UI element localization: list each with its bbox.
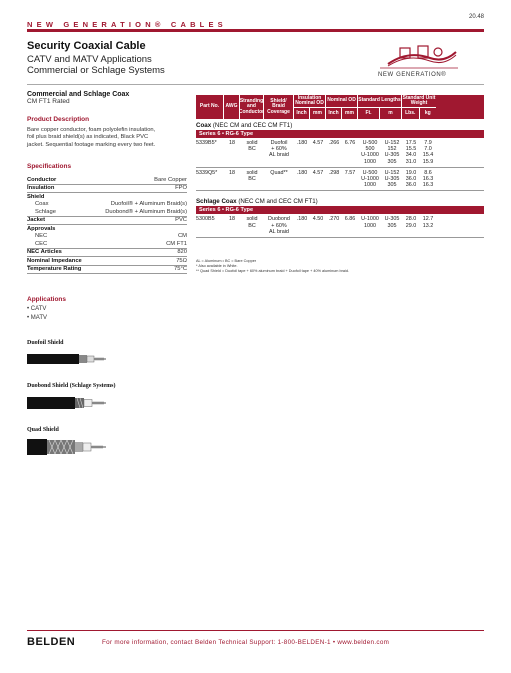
application-item: • CATV xyxy=(27,306,47,312)
product-heading: Commercial and Schlage Coax xyxy=(27,91,130,98)
header-standard-lengths: Standard Lengths Ft. m xyxy=(358,95,402,119)
group-title-schlage: Schlage Coax (NEC CM and CEC CM FT1) xyxy=(196,198,318,206)
page-title: Security Coaxial Cable xyxy=(27,40,146,52)
spec-row: CEC CM FT1 xyxy=(27,240,187,249)
product-description xyxy=(27,116,192,149)
table-row: 5300B5 18 solid BC Duobond + 60% AL braid .180 4.50 .270 6.86 U-1000 1000 U-305 305 28.0 29.0 12.7 13.2 xyxy=(196,214,484,238)
application-item: • MATV xyxy=(27,315,47,321)
series-title: NEW GENERATION® CABLES xyxy=(27,20,227,29)
description-line: jacket. Sequential footage marking every two feet. xyxy=(27,141,156,148)
specifications-heading: Specifications xyxy=(27,163,72,170)
specifications-table xyxy=(27,176,187,274)
new-generation-logo xyxy=(378,44,460,78)
duobond-shield-label: Duobond Shield (Schlage Systems) xyxy=(27,383,116,389)
spec-row: Jacket PVC xyxy=(27,217,187,223)
description-line: foil plus braid shield(s) as indicated, Black PVC xyxy=(27,134,149,141)
spec-row: NEC CM xyxy=(35,233,187,239)
header-nominal-od: Nominal OD Inch mm xyxy=(326,95,358,119)
description-line: Bare copper conductor, foam polyolefin insulation, xyxy=(27,127,156,133)
description-heading: Product Description xyxy=(27,116,90,123)
header-stranding: Stranding and Conductor xyxy=(240,95,264,119)
note: ** Quad Shield = Duofoil tape + 60% aluminum braid + Duofoil tape + 40% aluminum braid. xyxy=(196,269,350,273)
spec-row: Shield xyxy=(27,193,45,200)
spec-row: Temperature Rating 75°C xyxy=(27,266,187,272)
spec-row: Conductor Bare Copper xyxy=(27,176,187,183)
table-row: 5339Q5* 18 solid BC Quad** .180 4.57 .298 7.57 U-500 U-1000 1000 U-152 U-305 305 19.0 36.0 36.0 8.6 16.3 16.3 xyxy=(196,168,484,192)
belden-logo: BELDEN xyxy=(27,636,76,648)
group-title-coax: Coax (NEC CM and CEC CM FT1) xyxy=(196,122,293,129)
spec-row: NEC Articles 820 xyxy=(27,249,187,255)
title-divider xyxy=(27,84,484,85)
footer-contact: For more information, contact Belden Technical Support: 1-800-BELDEN-1 • www.belden.com xyxy=(102,639,390,646)
table-header xyxy=(196,95,484,119)
header-rule xyxy=(27,29,484,32)
product-table xyxy=(196,95,484,238)
rating: CM FT1 Rated xyxy=(27,98,70,105)
page-subtitle-2: Commercial or Schlage Systems xyxy=(27,65,165,76)
applications-heading: Applications xyxy=(27,296,67,303)
note: * Also available in White. xyxy=(196,264,238,268)
header-shield: Shield/ Braid Coverage xyxy=(264,95,294,119)
left-column-header xyxy=(27,91,129,105)
series-banner: Series 6 • RG-6 Type xyxy=(196,206,484,214)
footer-rule xyxy=(27,630,484,631)
applications xyxy=(27,296,66,323)
header-unit-weight: Standard Unit Weight Lbs. kg xyxy=(402,95,436,119)
duobond-cable-icon xyxy=(27,391,107,415)
quad-shield-label: Quad Shield xyxy=(27,427,59,433)
spec-row: Approvals xyxy=(27,225,56,232)
series-banner: Series 6 • RG-6 Type xyxy=(196,130,484,138)
quad-cable-icon xyxy=(27,434,107,460)
top-header xyxy=(27,14,484,29)
table-notes xyxy=(196,259,349,274)
table-row: 5339B5* 18 solid BC Duofoil + 60% AL braid .180 4.57 .266 6.76 U-500 500 U-1000 1000 U-152 152 U-305 305 17.5 15.5 34.0 31.0 7.9 7.0 15.4 15.9 xyxy=(196,138,484,168)
header-part-no: Part No. xyxy=(196,95,224,119)
cable-reel-logo-icon xyxy=(378,44,460,70)
logo-text: NEW GENERATION® xyxy=(378,72,447,78)
spec-row: Insulation FPO xyxy=(27,185,187,191)
spec-row: Schlage Duobond® + Aluminum Braid(s) xyxy=(27,208,187,217)
page-number: 20.48 xyxy=(468,14,484,20)
duofoil-shield-label: Duofoil Shield xyxy=(27,340,64,346)
note: AL = Aluminum • BC = Bare Copper xyxy=(196,259,257,263)
spec-row: Nominal Impedance 75Ω xyxy=(27,257,187,264)
page-subtitle-1: CATV and MATV Applications xyxy=(27,54,152,65)
header-awg: AWG xyxy=(224,95,240,119)
header-insulation: Insulation Nominal OD Inch mm xyxy=(294,95,326,119)
spec-row: Coax Duofoil® + Aluminum Braid(s) xyxy=(35,201,187,207)
duofoil-cable-icon xyxy=(27,347,107,371)
